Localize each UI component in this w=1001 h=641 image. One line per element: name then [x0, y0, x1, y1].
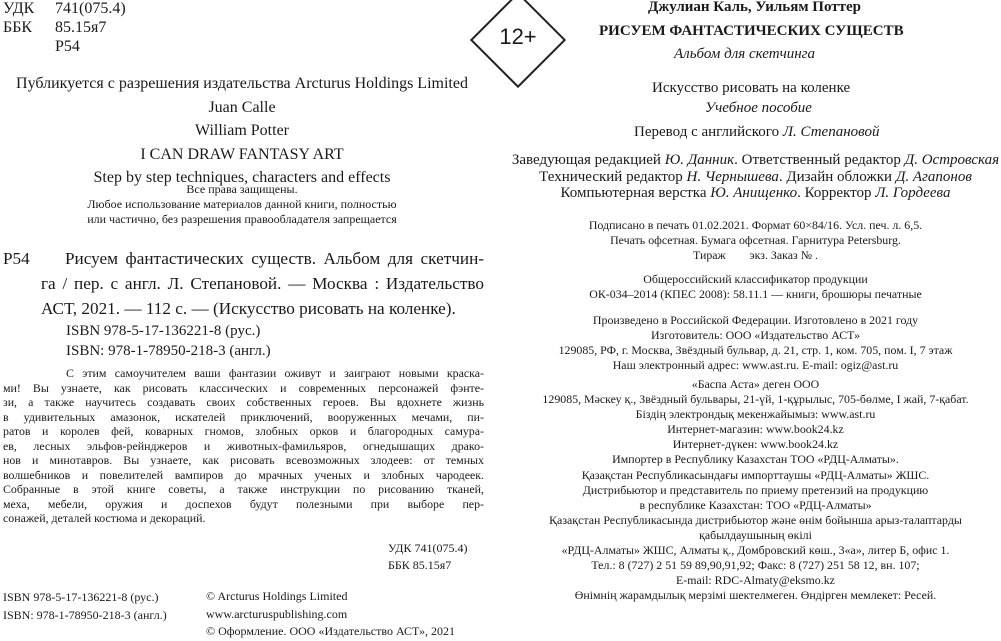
bbk-row [3, 18, 126, 37]
udk-value: 741(075.4) [55, 0, 126, 17]
credit-role: . Ответственный редактор [734, 152, 905, 168]
manufacturer-info [510, 313, 1001, 373]
credit-person: Л. Гордеева [875, 185, 951, 201]
footer-isbn [3, 589, 167, 624]
credit-person: Д. Островская [904, 152, 1000, 168]
kz-line: «Баспа Аста» деген ООО [691, 377, 820, 391]
rights-line: Все права защищены. [186, 182, 298, 196]
credit-role: Технический редактор [539, 168, 687, 185]
edu-label: Учебное пособие [705, 100, 812, 116]
catalog-line: Рисуем фантастических существ. Альбом для скетчин- [65, 249, 484, 268]
credit-person: Н. Чернышева [686, 168, 779, 185]
original-author-2: William Potter [194, 122, 289, 139]
rights-line: Любое использование материалов данной книги, полностью [87, 197, 397, 211]
credit-person: Д. Агапонов [895, 168, 972, 185]
kz-line: Тел.: 8 (727) 2 51 59 89,90,91,92; Факс: 8 (727) 251 58 12, вн. 107; [591, 558, 920, 573]
print-info-line: Тираж экз. Заказ № . [693, 248, 818, 262]
credit-person: Ю. Данник [664, 152, 735, 168]
annotation-line: ми! Вы узнаете, как рисовать классических и современных персонажей фэнте- [3, 380, 484, 395]
annotation-line: ратов и королев фей, коварных гномов, злобных орков и благородных самура- [3, 424, 484, 438]
udk-bottom: УДК 741(075.4) [388, 541, 468, 555]
udk-label: УДК [3, 0, 35, 17]
catalog-line: га / пер. с англ. Л. Степановой. — Москва : Издательство [41, 274, 484, 293]
credit-person: Ю. Анищенко [710, 185, 798, 201]
kz-line: Интернет-магазин: www.book24.kz [667, 422, 844, 437]
book-subtitle: Альбом для скетчинга [674, 46, 816, 62]
catalog-isbn [66, 321, 271, 361]
classifier-line: ОК-034–2014 (КПЕС 2008): 58.11.1 — книги, брошюры печатные [589, 287, 922, 301]
kz-line: Дистрибьютор и представитель по приему претензий на продукцию [582, 482, 929, 497]
manufacturer-line: Наш электронный адрес: www.ast.ru. E-mail: ogiz@ast.ru [612, 358, 899, 372]
credits-line [510, 185, 1001, 202]
isbn-en: ISBN: 978-1-78950-218-3 (англ.) [66, 343, 271, 359]
annotation-line: меха, мебели, оружия и доспехов будут полезными при выборе пер- [3, 496, 484, 511]
rights-block [0, 182, 484, 227]
permission-line: Публикуется с разрешения издательства Arcturus Holdings Limited [16, 75, 468, 92]
print-info-line: Подписано в печать 01.02.2021. Формат 60×84/16. Усл. печ. л. 6,5. [588, 218, 923, 232]
copyright-block [206, 588, 455, 641]
print-info-line: Печать офсетная. Бумага офсетная. Гарнитура Petersburg. [610, 233, 901, 247]
kz-line: Қазақстан Республикасындағы импорттаушы «РДЦ-Алматы» ЖШС. [581, 467, 930, 482]
credit-role: . Дизайн обложки [778, 168, 896, 185]
classifier-line: Общероссийский классификатор продукции [643, 272, 868, 286]
kz-line: Импортер в Республику Казахстан ТОО «РДЦ-Алматы». [612, 452, 899, 467]
kz-line: Өнімнің жарамдылық мерзімі шектелмеген. Өндірген мемлекет: Ресей. [574, 588, 937, 603]
rights-line: или частично, без разрешения правообладателя запрещается [87, 212, 397, 226]
translation-prefix: Перевод с английского [634, 124, 783, 140]
author-mark-value: Р54 [55, 38, 80, 55]
annotation-line: волшебников и повелителей вампиров до мрачных ученых и злобных чародеек. [3, 467, 484, 482]
credits-line [510, 169, 1001, 186]
annotation-line: сонажей, деталей костюма и декораций. [3, 511, 206, 525]
annotation-line: зи, а также научитесь создавать своих собственных героев. Вы вдохнете жизнь [3, 395, 484, 409]
manufacturer-line: Произведено в Российской Федерации. Изготовлено в 2021 году [592, 313, 919, 327]
permission-block [0, 72, 484, 190]
class-codes-top [3, 0, 126, 56]
annotation-line: ев, лесных эльфов-рейнджеров и животных-фамильяров, огнедышащих драко- [3, 438, 484, 453]
translator: Л. Степановой [782, 124, 880, 140]
manufacturer-line: 129085, РФ, г. Москва, Звёздный бульвар, д. 21, стр. 1, ком. 705, пом. I, 7 этаж [558, 343, 953, 357]
isbn-ru: ISBN 978-5-17-136221-8 (рус.) [66, 323, 261, 339]
bbk-value: 85.15я7 [55, 19, 107, 36]
catalog-entry [41, 246, 484, 321]
annotation [3, 366, 484, 526]
catalog-code: Р54 [3, 249, 30, 268]
product-classifier [510, 272, 1001, 302]
age-rating-text: 12+ [499, 24, 537, 49]
class-codes-bottom [388, 540, 467, 574]
kazakhstan-info [510, 377, 1001, 603]
kz-line: Интернет-дүкен: www.book24.kz [672, 437, 839, 452]
credit-role: Компьютерная верстка [560, 185, 711, 201]
copyright-line: © Оформление. ООО «Издательство АСТ», 2021 [206, 624, 456, 638]
author-mark-row [3, 37, 126, 56]
annotation-line: С этим самоучителем ваши фантазии оживут и заиграют новыми краска- [66, 366, 484, 380]
credits-block [510, 152, 1001, 202]
publisher-url: www.arcturuspublishing.com [206, 606, 348, 621]
footer-isbn-ru: ISBN 978-5-17-136221-8 (рус.) [3, 590, 159, 604]
kz-line: E-mail: RDC-Almaty@eksmo.kz [676, 573, 835, 588]
credit-role: Заведующая редакцией [511, 152, 665, 168]
credits-line [510, 152, 1001, 169]
kz-line: Біздің электрондық мекенжайымыз: www.ast.ru [635, 407, 876, 422]
original-author-1: Juan Calle [208, 98, 276, 116]
annotation-line: нов и минотавров. Вы узнаете, как рисовать всевозможных злодеев: от темных [3, 453, 484, 467]
authors: Джулиан Каль, Уильям Поттер [648, 0, 861, 15]
translation-line [634, 123, 879, 142]
copyright-line: © Arcturus Holdings Limited [206, 589, 348, 603]
series-name: Искусство рисовать на коленке [652, 80, 851, 96]
book-title: РИСУЕМ ФАНТАСТИЧЕСКИХ СУЩЕСТВ [599, 23, 904, 39]
bbk-bottom: ББК 85.15я7 [388, 558, 452, 572]
catalog-line: АСТ, 2021. — 112 с. — (Искусство рисовать на коленке). [41, 299, 456, 318]
udk-row [3, 0, 126, 18]
manufacturer-line: Изготовитель: ООО «Издательство АСТ» [650, 328, 861, 342]
kz-line: «РДЦ-Алматы» ЖШС, Алматы қ., Домбровский көш., 3«а», литер Б, офис 1. [561, 543, 950, 558]
original-subtitle: Step by step techniques, characters and effects [93, 169, 391, 186]
credit-role: . Корректор [797, 185, 876, 201]
kz-line: қабылдаушының өкілі [699, 527, 812, 542]
annotation-line: в удивительных амазонок, искателей приключений, вооруженных мечами, пи- [3, 409, 484, 424]
print-info [510, 218, 1001, 263]
kz-line: в республике Казахстан: ТОО «РДЦ-Алматы» [639, 497, 872, 512]
annotation-line: Собранные в этой книге советы, а также инструкции по рисованию тканей, [3, 482, 484, 496]
kz-line: Қазақстан Республикасында дистрибьютор және өнім бойынша арыз-талаптарды [549, 512, 962, 527]
kz-line: 129085, Мәскеу қ., Звёздный бульвары, 21-үй, 1-құрылыс, 705-бөлме, I жай, 7-қабат. [542, 392, 969, 407]
original-title: I CAN DRAW FANTASY ART [140, 145, 344, 163]
bbk-label: ББК [3, 19, 33, 36]
footer-isbn-en: ISBN: 978-1-78950-218-3 (англ.) [3, 607, 167, 622]
